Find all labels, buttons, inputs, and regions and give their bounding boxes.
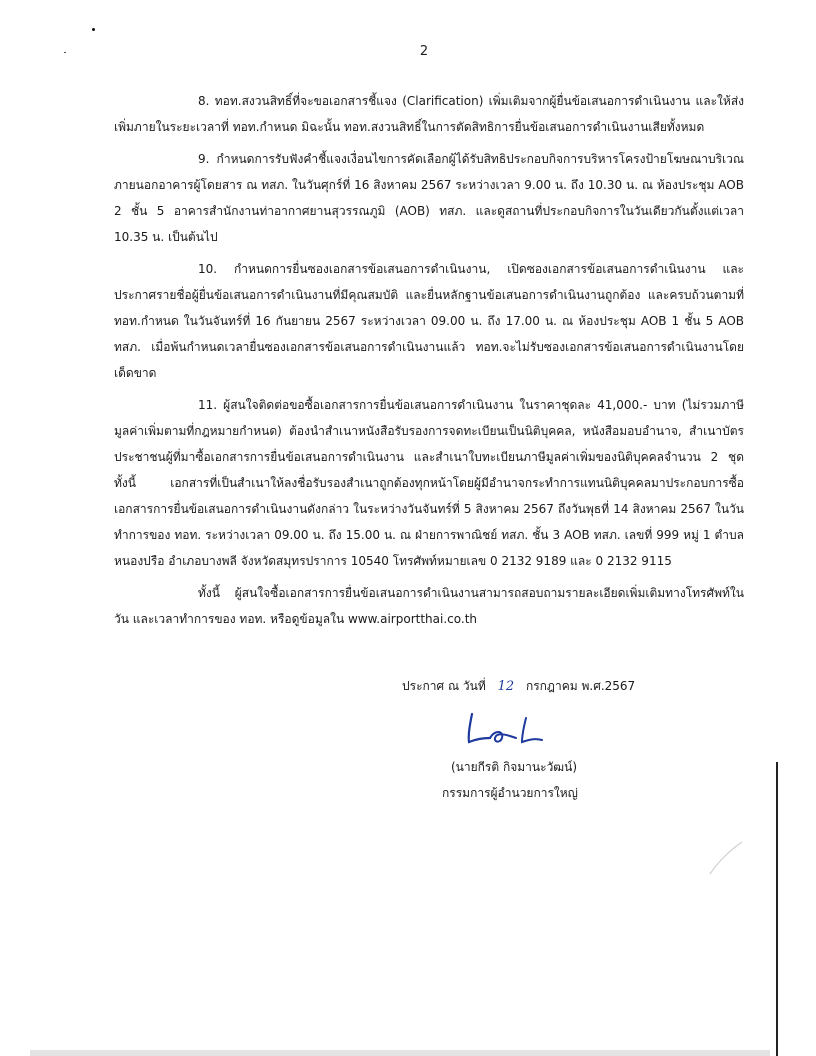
announcement-prefix: ประกาศ ณ วันที่: [402, 679, 486, 693]
closing-paragraph: ทั้งนี้ ผู้สนใจซื้อเอกสารการยื่นข้อเสนอการดำเนินงานสามารถสอบถามรายละเอียดเพิ่มเติมทางโทรศัพท์ในวัน และเวลาทำการของ ทอท. หรือดูข้อมูลใน www.airportthai.co.th: [114, 586, 744, 626]
handwritten-signature: [460, 708, 550, 750]
announcement-date: [402, 676, 702, 696]
handwritten-day: 12: [497, 679, 515, 694]
paragraph-8: 8. ทอท.สงวนสิทธิ์ที่จะขอเอกสารชี้แจง (Clarification) เพิ่มเติมจากผู้ยื่นข้อเสนอการดำเนินงาน และให้ส่งเพิ่มภายในระยะเวลาที่ ทอท.กำหนด มิฉะนั้น ทอท.สงวนสิทธิ์ในการตัดสิทธิการยื่นข้อเสนอการดำเนินงานเสียทั้งหมด: [114, 94, 744, 134]
scan-artifact: [706, 838, 746, 878]
scan-speck: [92, 28, 95, 31]
document-body: [114, 88, 744, 632]
scan-edge: [776, 762, 778, 1056]
scan-edge: [30, 1050, 770, 1056]
signer-title: กรรมการผู้อำนวยการใหญ่: [442, 786, 578, 800]
paragraph-10: 10. กำหนดการยื่นซองเอกสารข้อเสนอการดำเนินงาน, เปิดซองเอกสารข้อเสนอการดำเนินงาน และประกาศรายชื่อผู้ยื่นข้อเสนอการดำเนินงานที่มีคุณสมบัติ และยื่นหลักฐานข้อเสนอการดำเนินงานถูกต้อง และครบถ้วนตามที่ ทอท.กำหนด ในวันจันทร์ที่ 16 กันยายน 2567 ระหว่างเวลา 09.00 น. ถึง 17.00 น. ณ ห้องประชุม AOB 1 ชั้น 5 AOB ทสภ. เมื่อพ้นกำหนดเวลายื่นซองเอกสารข้อเสนอการดำเนินงานแล้ว ทอท.จะไม่รับซองเอกสารข้อเสนอการดำเนินงานโดยเด็ดขาด: [114, 262, 744, 380]
paragraph-9: 9. กำหนดการรับฟังคำชี้แจงเงื่อนไขการคัดเลือกผู้ได้รับสิทธิประกอบกิจการบริหารโครงป้ายโฆษณาบริเวณภายนอกอาคารผู้โดยสาร ณ ทสภ. ในวันศุกร์ที่ 16 สิงหาคม 2567 ระหว่างเวลา 9.00 น. ถึง 10.30 น. ณ ห้องประชุม AOB 2 ชั้น 5 อาคารสำนักงานท่าอากาศยานสุวรรณภูมิ (AOB) ทสภ. และดูสถานที่ประกอบกิจการในวันเดียวกันตั้งแต่เวลา 10.35 น. เป็นต้นไป: [114, 152, 744, 244]
announcement-month-year: กรกฎาคม พ.ศ.2567: [525, 679, 636, 693]
page-number: 2: [419, 44, 429, 59]
signer-name: (นายกีรติ กิจมานะวัฒน์): [451, 760, 578, 774]
paragraph-11: 11. ผู้สนใจติดต่อขอซื้อเอกสารการยื่นข้อเสนอการดำเนินงาน ในราคาชุดละ 41,000.- บาท (ไม่รวมภาษีมูลค่าเพิ่มตามที่กฎหมายกำหนด) ต้องนำสำเนาหนังสือรับรองการจดทะเบียนเป็นนิติบุคคล, หนังสือมอบอำนาจ, สำเนาบัตรประชาชนผู้ที่มาซื้อเอกสารการยื่นข้อเสนอการดำเนินงาน และสำเนาใบทะเบียนภาษีมูลค่าเพิ่มของนิติบุคคลจำนวน 2 ชุด ทั้งนี้ เอกสารที่เป็นสำเนาให้ลงชื่อรับรองสำเนาถูกต้องทุกหน้าโดยผู้มีอำนาจกระทำการแทนนิติบุคคลมาประกอบการซื้อเอกสารการยื่นข้อเสนอการดำเนินงานดังกล่าว ในระหว่างวันจันทร์ที่ 5 สิงหาคม 2567 ถึงวันพุธที่ 14 สิงหาคม 2567 ในวันทำการของ ทอท. ระหว่างเวลา 09.00 น. ถึง 15.00 น. ณ ฝ่ายการพาณิชย์ ทสภ. ชั้น 3 AOB ทสภ. เลขที่ 999 หมู่ 1 ตำบลหนองปรือ อำเภอบางพลี จังหวัดสมุทรปราการ 10540 โทรศัพท์หมายเลข 0 2132 9189 และ 0 2132 9115: [114, 398, 744, 568]
